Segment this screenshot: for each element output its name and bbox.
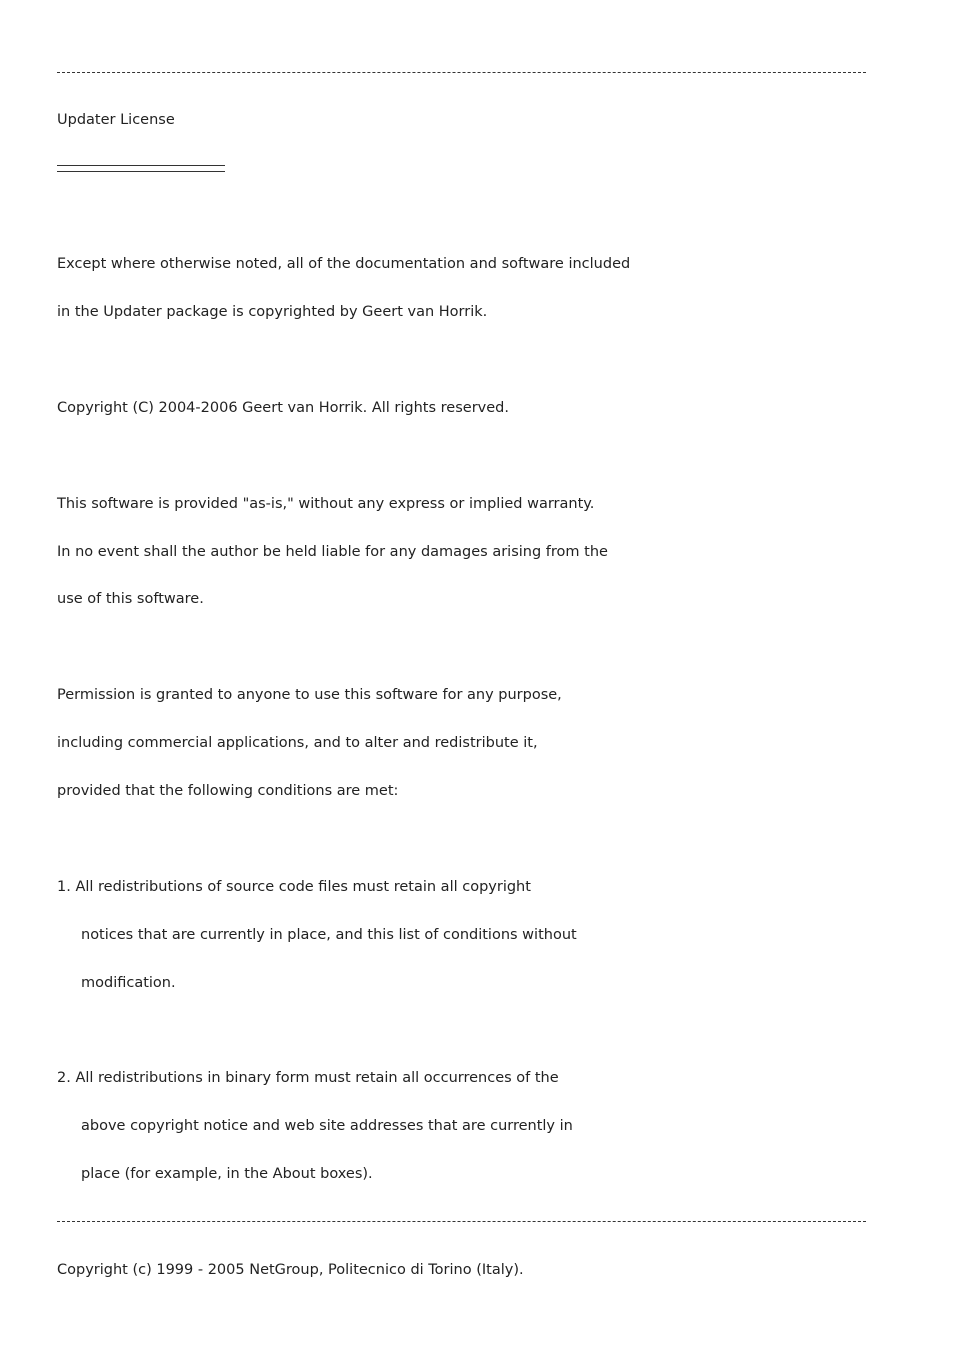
list-item-2-continued: above copyright notice and web site addresses that are currently in bbox=[81, 1118, 573, 1134]
document-title: Updater License bbox=[57, 112, 175, 128]
text-line: including commercial applications, and to alter and redistribute it, bbox=[57, 735, 538, 751]
text-line: in the Updater package is copyrighted by Geert van Horrik. bbox=[57, 304, 488, 320]
separator-bottom bbox=[57, 1221, 866, 1222]
text-line: Permission is granted to anyone to use this software for any purpose, bbox=[57, 687, 562, 703]
text-line: In no event shall the author be held liable for any damages arising from the bbox=[57, 544, 608, 560]
list-item-2: 2. All redistributions in binary form must retain all occurrences of the bbox=[57, 1070, 559, 1086]
text-line: Copyright (c) 1999 - 2005 NetGroup, Politecnico di Torino (Italy). bbox=[57, 1262, 524, 1278]
list-item-1-continued: modification. bbox=[81, 975, 176, 991]
separator-top bbox=[57, 72, 866, 73]
text-line: Copyright (C) 2004-2006 Geert van Horrik. All rights reserved. bbox=[57, 400, 509, 416]
list-item-2-continued: place (for example, in the About boxes). bbox=[81, 1166, 373, 1182]
list-item-1: 1. All redistributions of source code files must retain all copyright bbox=[57, 879, 531, 895]
text-line: use of this software. bbox=[57, 591, 204, 607]
title-underline bbox=[57, 165, 225, 172]
list-item-1-continued: notices that are currently in place, and this list of conditions without bbox=[81, 927, 577, 943]
text-line: This software is provided "as-is," without any express or implied warranty. bbox=[57, 496, 595, 512]
text-line: provided that the following conditions are met: bbox=[57, 783, 399, 799]
text-line: Except where otherwise noted, all of the documentation and software included bbox=[57, 256, 631, 272]
